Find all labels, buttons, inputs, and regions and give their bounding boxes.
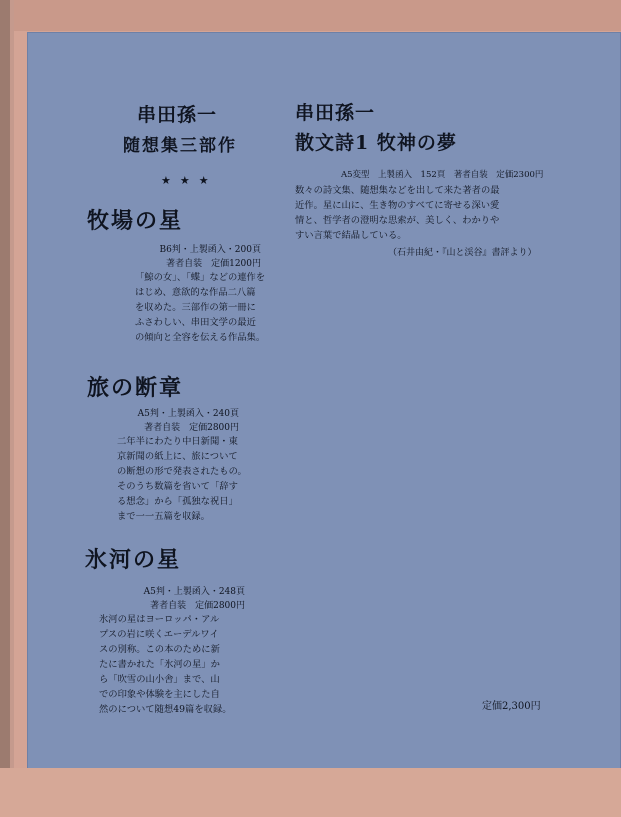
desc-line: る想念」から「孤独な祝日」 [117, 496, 238, 507]
series-author: 串田孫一 [137, 104, 218, 126]
box-spine-highlight [10, 0, 14, 817]
desc-line: まで一一五篇を収録。 [117, 511, 210, 522]
desc-line: 然のについて随想49篇を収録。 [99, 704, 232, 715]
desc-line: の傾向と全容を伝える作品集。 [135, 332, 266, 343]
desc-line: での印象や体験を主にした自 [99, 689, 220, 700]
featured-author: 串田孫一 [295, 102, 376, 124]
book-description-3 [99, 612, 232, 717]
desc-line: そのうち数篇を省いて「辞す [117, 481, 238, 492]
desc-line: スの別称。この本のために新 [99, 644, 220, 655]
desc-line: たに書かれた「氷河の星」か [99, 659, 220, 670]
stars-ornament: ★★★ [161, 174, 218, 187]
book-description-2 [117, 434, 247, 524]
book-box-panel [27, 32, 621, 768]
desc-line: 近作。星に山に、生き物のすべてに寄せる深い愛 [295, 200, 500, 211]
desc-line: ら「吹雪の山小舎」まで、山 [99, 674, 220, 685]
book-spec-3b: 著者自装 定価2800円 [150, 601, 245, 611]
box-spine-edge [0, 0, 10, 817]
desc-line: 数々の詩文集、随想集などを出して来た著者の最 [295, 185, 500, 196]
desc-line: 二年半にわたり中日新聞・東 [117, 436, 238, 447]
desc-line: を収めた。三部作の第一冊に [135, 302, 256, 313]
box-top-edge [0, 0, 621, 31]
book-spec-3a: A5判・上製函入・248頁 [143, 587, 245, 597]
series-title: 随想集三部作 [123, 136, 237, 156]
book-spec-2b: 著者自装 定価2800円 [144, 423, 239, 433]
review-source: （石井由紀・『山と渓谷』書評より） [388, 248, 537, 258]
book-description-1 [135, 270, 265, 345]
featured-description [295, 183, 500, 243]
desc-line: ふさわしい、串田文学の最近 [135, 317, 256, 328]
desc-line: はじめ、意欲的な作品二八篇 [135, 287, 256, 298]
desc-line: 氷河の星はヨーロッパ・アル [99, 614, 220, 625]
book-spec-1a: B6判・上製函入・200頁 [159, 245, 261, 255]
featured-title: 散文詩1 牧神の夢 [295, 132, 457, 154]
desc-line: 情と、哲学者の澄明な思索が、美しく、わかりや [295, 215, 500, 226]
book-title-2: 旅の断章 [87, 375, 184, 401]
desc-line: プスの岩に咲くエーデルワイ [99, 629, 219, 640]
book-spec-2a: A5判・上製函入・240頁 [137, 409, 239, 419]
featured-spec: A5変型 上製函入 152頁 著者自装 定価2300円 [341, 170, 544, 180]
book-spec-1b: 著者自装 定価1200円 [166, 259, 261, 269]
book-title-3: 氷河の星 [85, 547, 182, 573]
desc-line: の断想の形で発表されたもの。 [117, 466, 247, 477]
desc-line: すい言葉で結晶している。 [295, 230, 407, 241]
box-bottom-edge [0, 768, 621, 817]
desc-line: 京新聞の紙上に、旅について [117, 451, 238, 462]
desc-line: 「鯨の女」、「蝶」などの連作を [135, 272, 266, 283]
book-title-1: 牧場の星 [87, 208, 184, 234]
price-label: 定価2,300円 [482, 701, 541, 712]
